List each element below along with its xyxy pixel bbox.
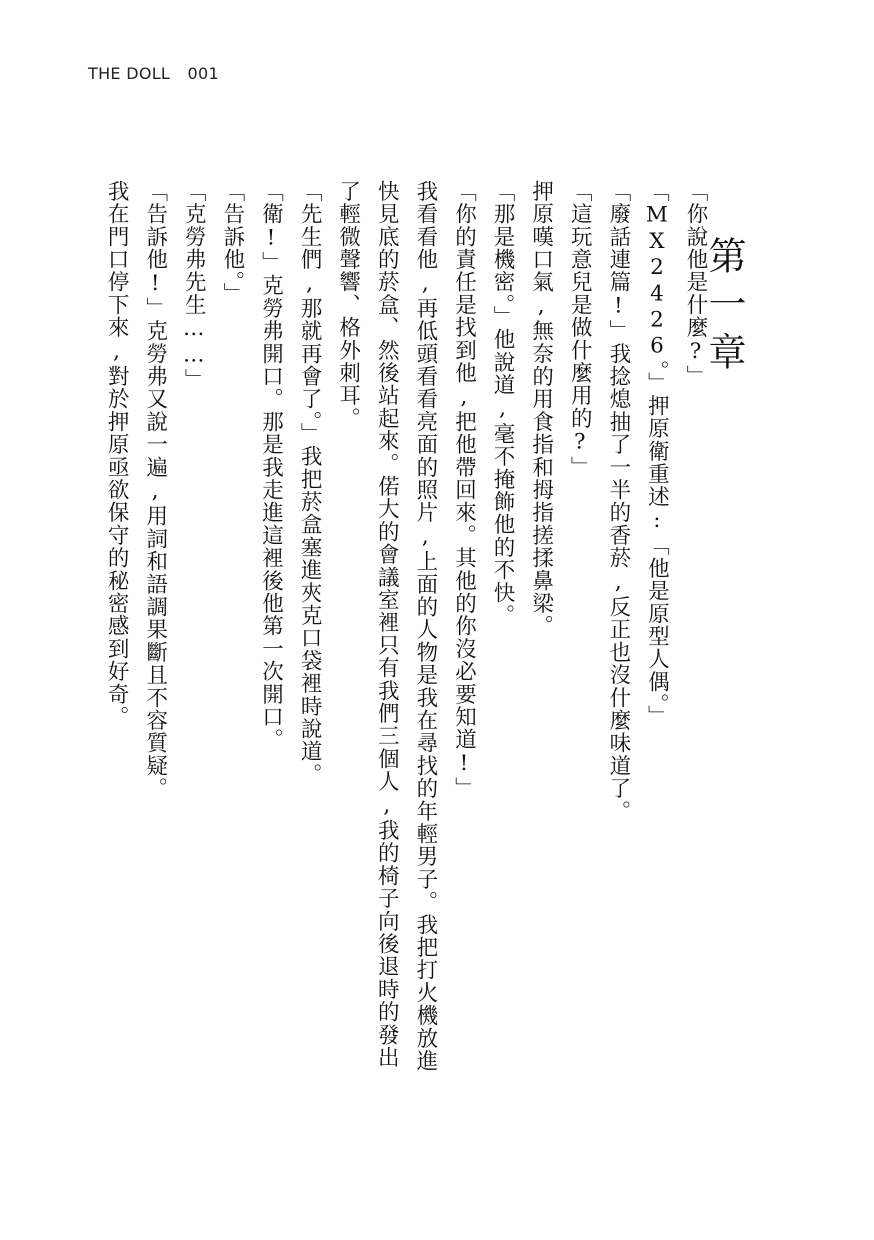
- paragraph: 「告訴他!」克勞弗又說一遍,用詞和語調果斷且不容質疑。: [142, 180, 168, 800]
- running-head: [88, 64, 219, 83]
- chapter-title: 第一章: [702, 236, 746, 380]
- page-number: 001: [187, 64, 219, 83]
- body-text: [104, 180, 748, 1080]
- paragraph: 「先生們,那就再會了。」我把菸盒塞進夾克口袋裡時說道。: [297, 180, 323, 786]
- paragraph: 我在門口停下來,對於押原亟欲保守的秘密感到好奇。: [104, 180, 130, 729]
- paragraph: 「你的責任是找到他,把他帶回來。其他的你沒必要知道!」: [451, 180, 477, 800]
- paragraph: 「衛!」克勞弗開口。那是我走進這裡後他第一次開口。: [258, 180, 284, 751]
- book-title: THE DOLL: [88, 64, 171, 83]
- paragraph: 我看看他,再低頭看看亮面的照片,上面的人物是我在尋找的年輕男子。我把打火機放進快見底的菸盒、然後站起來。偌大的會議室裡只有我們三個人,我的椅子向後退時的發出了輕微聲響、格外刺耳。: [335, 180, 438, 1073]
- paragraph: 押原嘆口氣,無奈的用食指和拇指搓揉鼻梁。: [528, 180, 554, 638]
- paragraph: 「這玩意兒是做什麼用的?」: [567, 180, 593, 479]
- paragraph: 「MX2426。」押原衛重述:「他是原型人偶。」: [644, 180, 670, 728]
- paragraph: 「廢話連篇!」我捻熄抽了一半的香菸,反正也沒什麼味道了。: [605, 180, 631, 823]
- paragraph: 「那是機密。」他說道,毫不掩飾他的不快。: [490, 180, 516, 627]
- paragraph: 「克勞弗先生……」: [181, 180, 207, 392]
- paragraph: 「告訴他。」: [219, 180, 245, 306]
- paragraph: 「你說他是什麼?」: [683, 180, 708, 388]
